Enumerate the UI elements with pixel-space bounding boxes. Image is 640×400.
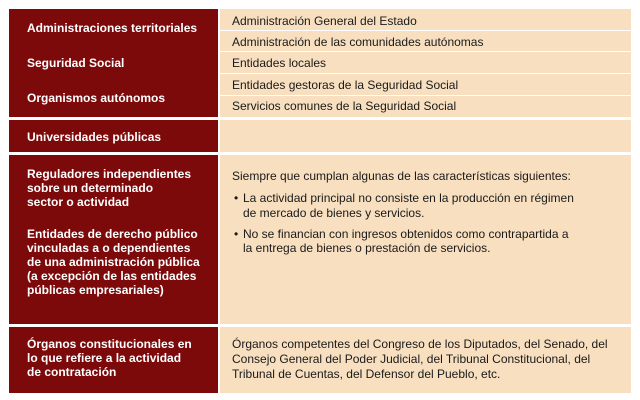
- row-divider: [220, 73, 631, 74]
- category-cell-constitutional: [9, 327, 218, 393]
- category-cell-regulators: [9, 155, 218, 324]
- entity-item: Órganos competentes del Congreso de los Diputados, del Senado, del: [232, 337, 608, 351]
- entities-cell-administrations: [220, 9, 631, 117]
- conditions-intro: Siempre que cumplan algunas de las características siguientes:: [232, 169, 571, 183]
- category-label: de una administración pública: [27, 255, 200, 269]
- row-divider: [220, 30, 631, 31]
- category-label: Órganos constitucionales en: [27, 337, 192, 351]
- conditions-cell: [220, 155, 631, 324]
- category-label: Reguladores independientes: [27, 167, 192, 181]
- entity-item: Entidades locales: [232, 56, 327, 70]
- row-divider: [220, 95, 631, 96]
- bullet-icon: •: [234, 191, 239, 205]
- category-label: sector o actividad: [27, 195, 130, 209]
- entity-item: Administración de las comunidades autónomas: [232, 35, 484, 49]
- category-label: de contratación: [27, 365, 117, 379]
- condition-text: No se financian con ingresos obtenidos como contrapartida a: [243, 227, 569, 241]
- condition-text: la entrega de bienes o prestación de servicios.: [243, 241, 491, 255]
- category-label: Universidades públicas: [27, 130, 162, 144]
- category-label: vinculadas a o dependientes: [27, 241, 191, 255]
- entity-item: Tribunal de Cuentas, del Defensor del Pueblo, etc.: [232, 367, 501, 381]
- category-label: Seguridad Social: [27, 56, 125, 70]
- entity-item: Entidades gestoras de la Seguridad Social: [232, 78, 459, 92]
- category-label: Administraciones territoriales: [27, 21, 198, 35]
- entity-item: Administración General del Estado: [232, 14, 417, 28]
- category-cell-administrations: [9, 9, 218, 117]
- category-label: (a excepción de las entidades: [27, 269, 197, 283]
- category-label: públicas empresariales): [27, 283, 164, 297]
- entities-cell-constitutional: [220, 327, 631, 393]
- entity-item: Consejo General del Poder Judicial, del Tribunal Constitucional, del: [232, 352, 591, 366]
- category-label: Entidades de derecho público: [27, 227, 198, 241]
- category-label: Organismos autónomos: [27, 91, 166, 105]
- category-label: sobre un determinado: [27, 181, 154, 195]
- condition-text: de mercado de bienes y servicios.: [243, 206, 425, 220]
- category-label: lo que refiere a la actividad: [27, 351, 182, 365]
- bullet-icon: •: [234, 227, 239, 241]
- row-divider: [220, 51, 631, 52]
- entity-item: Servicios comunes de la Seguridad Social: [232, 99, 457, 113]
- entities-cell-universities: [220, 120, 631, 152]
- condition-text: La actividad principal no consiste en la producción en régimen: [243, 191, 574, 205]
- category-cell-universities: [9, 120, 218, 152]
